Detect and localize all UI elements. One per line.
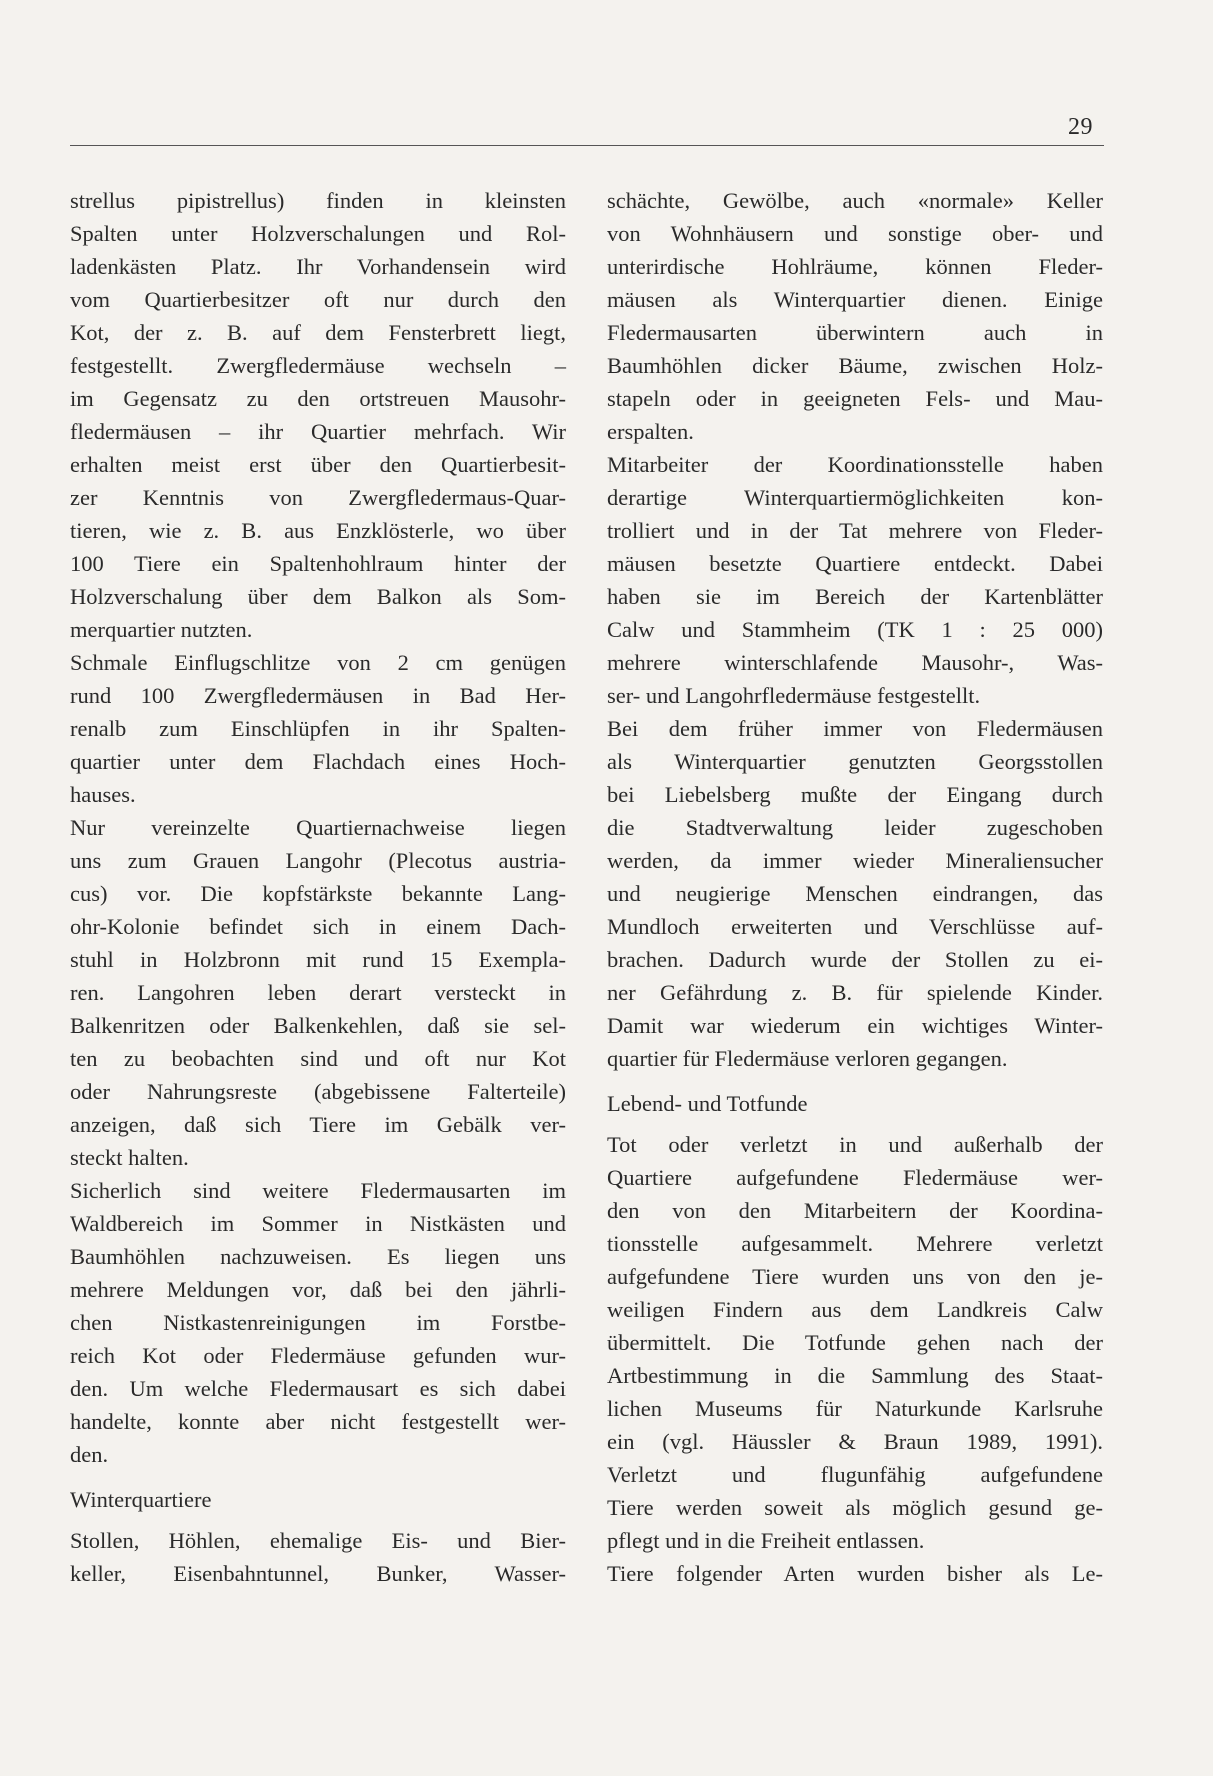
text-line: unterirdische Hohlräume, können Fleder- [607,254,1103,279]
text-line: steckt halten. [70,1145,189,1170]
text-line: Tiere folgender Arten wurden bisher als Le- [607,1561,1103,1586]
text-line: Stollen, Höhlen, ehemalige Eis- und Bier- [70,1528,566,1553]
text-line: hauses. [70,782,136,807]
paragraph-5 [607,1557,1103,1590]
text-line: von Wohnhäusern und sonstige ober- und [607,221,1103,246]
text-line: merquartier nutzten. [70,617,253,642]
text-line: weiligen Findern aus dem Landkreis Calw [607,1297,1103,1322]
text-line: im Gegensatz zu den ortstreuen Mausohr- [70,386,566,411]
text-line: die Stadtverwaltung leider zugeschoben [607,815,1103,840]
text-line: Sicherlich sind weitere Fledermausarten im [70,1178,566,1203]
page-number: 29 [1068,114,1093,140]
paragraph-2 [607,448,1103,712]
text-line: Verletzt und flugunfähig aufgefundene [607,1462,1103,1487]
text-line: pflegt und in die Freiheit entlassen. [607,1528,925,1553]
text-line: Baumhöhlen nachzuweisen. Es liegen uns [70,1244,566,1269]
text-line: vom Quartierbesitzer oft nur durch den [70,287,566,312]
text-line: 100 Tiere ein Spaltenhohlraum hinter der [70,551,566,576]
text-line: Calw und Stammheim (TK 1 : 25 000) [607,617,1103,642]
text-line: fledermäusen – ihr Quartier mehrfach. Wir [70,419,566,444]
text-line: brachen. Dadurch wurde der Stollen zu ei- [607,947,1103,972]
text-line: mehrere winterschlafende Mausohr-, Was- [607,650,1103,675]
text-line: erhalten meist erst über den Quartierbesit- [70,452,566,477]
text-line: Waldbereich im Sommer in Nistkästen und [70,1211,566,1236]
text-line: Tot oder verletzt in und außerhalb der [607,1132,1103,1157]
text-line: ser- und Langohrfledermäuse festgestellt. [607,683,981,708]
text-line: mäusen besetzte Quartiere entdeckt. Dabei [607,551,1103,576]
text-line: handelte, konnte aber nicht festgestellt wer- [70,1409,566,1434]
text-line: und neugierige Menschen eindrangen, das [607,881,1103,906]
text-line: Baumhöhlen dicker Bäume, zwischen Holz- [607,353,1103,378]
text-line: stuhl in Holzbronn mit rund 15 Exempla- [70,947,566,972]
paragraph-5 [70,1524,566,1590]
text-line: quartier unter dem Flachdach eines Hoch- [70,749,566,774]
text-line: mäusen als Winterquartier dienen. Einige [607,287,1103,312]
text-line: derartige Winterquartiermöglichkeiten kon- [607,485,1103,510]
text-line: bei Liebelsberg mußte der Eingang durch [607,782,1103,807]
paragraph-1 [607,184,1103,448]
text-line: erspalten. [607,419,694,444]
section-heading-winterquartiere: Winterquartiere [70,1487,212,1512]
text-line: tieren, wie z. B. aus Enzklösterle, wo über [70,518,566,543]
paragraph-4 [607,1128,1103,1557]
text-line: uns zum Grauen Langohr (Plecotus austria- [70,848,566,873]
text-line: ohr-Kolonie befindet sich in einem Dach- [70,914,566,939]
text-line: übermittelt. Die Totfunde gehen nach der [607,1330,1103,1355]
text-line: chen Nistkastenreinigungen im Forstbe- [70,1310,566,1335]
text-line: rund 100 Zwergfledermäusen in Bad Her- [70,683,566,708]
text-line: Artbestimmung in die Sammlung des Staat- [607,1363,1103,1388]
text-line: strellus pipistrellus) finden in kleinsten [70,188,566,213]
text-line: aufgefundene Tiere wurden uns von den je- [607,1264,1103,1289]
text-line: Holzverschalung über dem Balkon als Som- [70,584,566,609]
text-line: festgestellt. Zwergfledermäuse wechseln – [70,353,566,378]
text-line: den. Um welche Fledermausart es sich dabei [70,1376,566,1401]
text-line: cus) vor. Die kopfstärkste bekannte Lang- [70,881,566,906]
paragraph-4 [70,1174,566,1471]
text-line: stapeln oder in geeigneten Fels- und Mau- [607,386,1103,411]
text-line: mehrere Meldungen vor, daß bei den jährli- [70,1277,566,1302]
text-line: den von den Mitarbeitern der Koordina- [607,1198,1103,1223]
text-line: reich Kot oder Fledermäuse gefunden wur- [70,1343,566,1368]
text-line: ten zu beobachten sind und oft nur Kot [70,1046,566,1071]
text-line: ren. Langohren leben derart versteckt in [70,980,566,1005]
text-line: oder Nahrungsreste (abgebissene Falterteile) [70,1079,566,1104]
right-column [607,184,1103,1590]
text-line: werden, da immer wieder Mineraliensucher [607,848,1103,873]
paragraph-1 [70,184,566,646]
paragraph-2 [70,646,566,811]
text-line: den. [70,1442,109,1467]
text-line: Bei dem früher immer von Fledermäusen [607,716,1103,741]
text-line: Quartiere aufgefundene Fledermäuse wer- [607,1165,1103,1190]
text-line: quartier für Fledermäuse verloren gegangen. [607,1046,1008,1071]
text-line: keller, Eisenbahntunnel, Bunker, Wasser- [70,1561,566,1586]
text-line: tionsstelle aufgesammelt. Mehrere verletzt [607,1231,1103,1256]
text-line: Balkenritzen oder Balkenkehlen, daß sie sel- [70,1013,566,1038]
text-line: Nur vereinzelte Quartiernachweise liegen [70,815,566,840]
text-line: Fledermausarten überwintern auch in [607,320,1103,345]
text-line: Mundloch erweiterten und Verschlüsse auf- [607,914,1103,939]
text-line: Mitarbeiter der Koordinationsstelle haben [607,452,1103,477]
text-line: schächte, Gewölbe, auch «normale» Keller [607,188,1103,213]
text-line: Damit war wiederum ein wichtiges Winter- [607,1013,1103,1038]
text-line: Spalten unter Holzverschalungen und Rol- [70,221,566,246]
text-line: renalb zum Einschlüpfen in ihr Spalten- [70,716,566,741]
text-line: haben sie im Bereich der Kartenblätter [607,584,1103,609]
section-heading-lebend-und-totfunde: Lebend- und Totfunde [607,1091,808,1116]
text-line: Tiere werden soweit als möglich gesund ge- [607,1495,1103,1520]
text-line: zer Kenntnis von Zwergfledermaus-Quar- [70,485,566,510]
paragraph-3 [70,811,566,1174]
text-line: Schmale Einflugschlitze von 2 cm genügen [70,650,566,675]
left-column [70,184,566,1590]
text-line: lichen Museums für Naturkunde Karlsruhe [607,1396,1103,1421]
text-line: ladenkästen Platz. Ihr Vorhandensein wird [70,254,566,279]
text-line: Kot, der z. B. auf dem Fensterbrett liegt, [70,320,566,345]
text-line: ein (vgl. Häussler & Braun 1989, 1991). [607,1429,1103,1454]
text-line: anzeigen, daß sich Tiere im Gebälk ver- [70,1112,566,1137]
text-line: ner Gefährdung z. B. für spielende Kinder. [607,980,1103,1005]
text-line: trolliert und in der Tat mehrere von Fleder- [607,518,1103,543]
paragraph-3 [607,712,1103,1075]
header-rule [70,145,1104,146]
text-line: als Winterquartier genutzten Georgsstollen [607,749,1103,774]
